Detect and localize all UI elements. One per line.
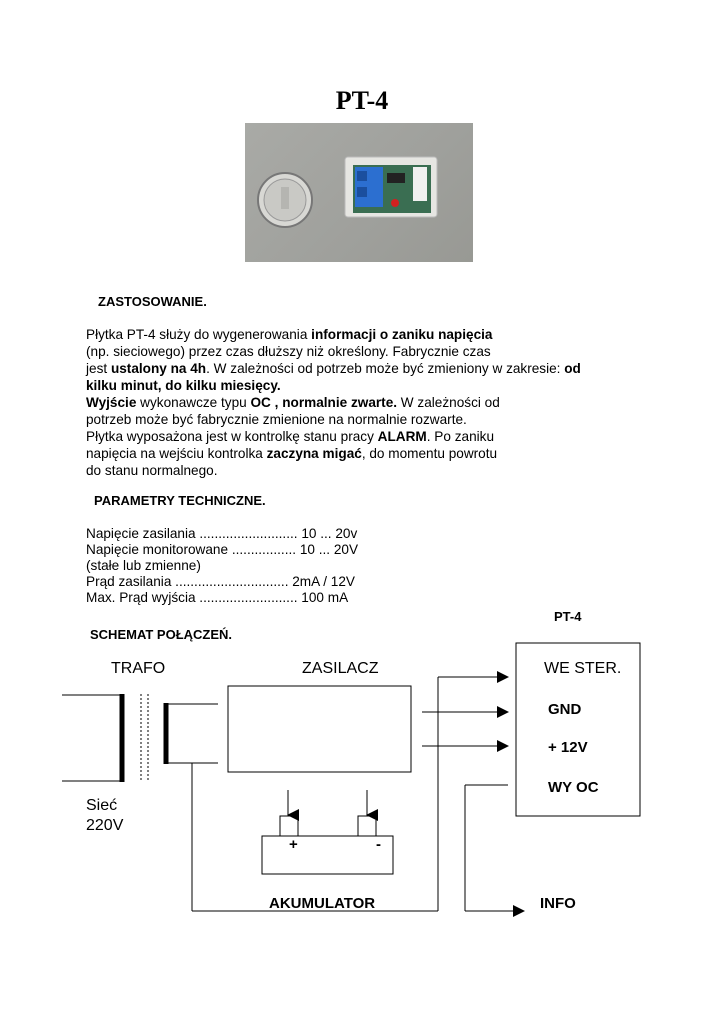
section-heading-schemat: SCHEMAT POŁĄCZEŃ. [90, 627, 233, 642]
parameter-row: Napięcie zasilania .......................... 10 ... 20v [86, 526, 358, 541]
paragraph-segment: ALARM [377, 429, 427, 444]
paragraph-segment: wykonawcze typu [136, 395, 251, 410]
paragraph-segment: Płytka PT-4 służy do wygenerowania [86, 327, 312, 342]
paragraph-segment: . W zależności od potrzeb może być zmieniony w zakresie: [206, 361, 565, 376]
parameter-row: (stałe lub zmienne) [86, 558, 201, 573]
zasilacz-box [228, 686, 411, 772]
parameter-row: Napięcie monitorowane ................. 10 ... 20V [86, 542, 359, 557]
section-heading-zastosowanie: ZASTOSOWANIE. [98, 294, 207, 309]
terminal-gnd: GND [548, 701, 582, 718]
zasilacz-label: ZASILACZ [302, 660, 379, 677]
paragraph-segment: . Po zaniku [426, 429, 495, 444]
paragraph-segment: Wyjście [86, 395, 137, 410]
paragraph-segment: OC , normalnie zwarte. [250, 395, 398, 410]
paragraph-segment: informacji o zaniku napięcia [311, 327, 493, 342]
battery-plus-sign: + [289, 836, 298, 853]
parameter-row: Max. Prąd wyjścia .......................... 100 mA [86, 590, 349, 605]
battery-terminal-minus [358, 816, 376, 836]
terminal-wy-oc: WY OC [548, 779, 599, 796]
battery-minus-sign: - [376, 836, 381, 853]
paragraph-segment: napięcia na wejściu kontrolka [86, 446, 267, 461]
battery-terminal-plus [280, 816, 298, 836]
akumulator-label: AKUMULATOR [269, 895, 376, 912]
paragraph-segment: jest [86, 361, 111, 376]
siec-label: Sieć [86, 797, 118, 814]
paragraph-segment: od [564, 361, 581, 376]
paragraph-segment: W zależności od [397, 395, 500, 410]
parameter-row: Prąd zasilania .............................. 2mA / 12V [86, 574, 355, 589]
paragraph-segment: potrzeb może być fabrycznie zmienione na normalnie rozwarte. [86, 412, 467, 427]
paragraph-segment: Płytka wyposażona jest w kontrolkę stanu pracy [86, 429, 378, 444]
paragraph-segment: kilku minut, do kilku miesięcy. [86, 378, 281, 393]
terminal-we-ster: WE STER. [544, 660, 622, 677]
pt4-label: PT-4 [554, 609, 582, 624]
siec-voltage-label: 220V [86, 817, 124, 834]
paragraph-segment: do stanu normalnego. [86, 463, 218, 478]
battery-box [262, 836, 393, 874]
paragraph-segment: zaczyna migać [266, 446, 362, 461]
section-heading-parametry: PARAMETRY TECHNICZNE. [94, 493, 266, 508]
paragraph-segment: (np. sieciowego) przez czas dłuższy niż określony. Fabrycznie czas [86, 344, 491, 359]
terminal-plus-12v: + 12V [548, 739, 588, 756]
trafo-label: TRAFO [111, 660, 166, 677]
paragraph-segment: ustalony na 4h [110, 361, 207, 376]
paragraph-segment: , do momentu powrotu [361, 446, 498, 461]
page-title: PT-4 [335, 86, 389, 115]
info-label: INFO [540, 895, 576, 912]
